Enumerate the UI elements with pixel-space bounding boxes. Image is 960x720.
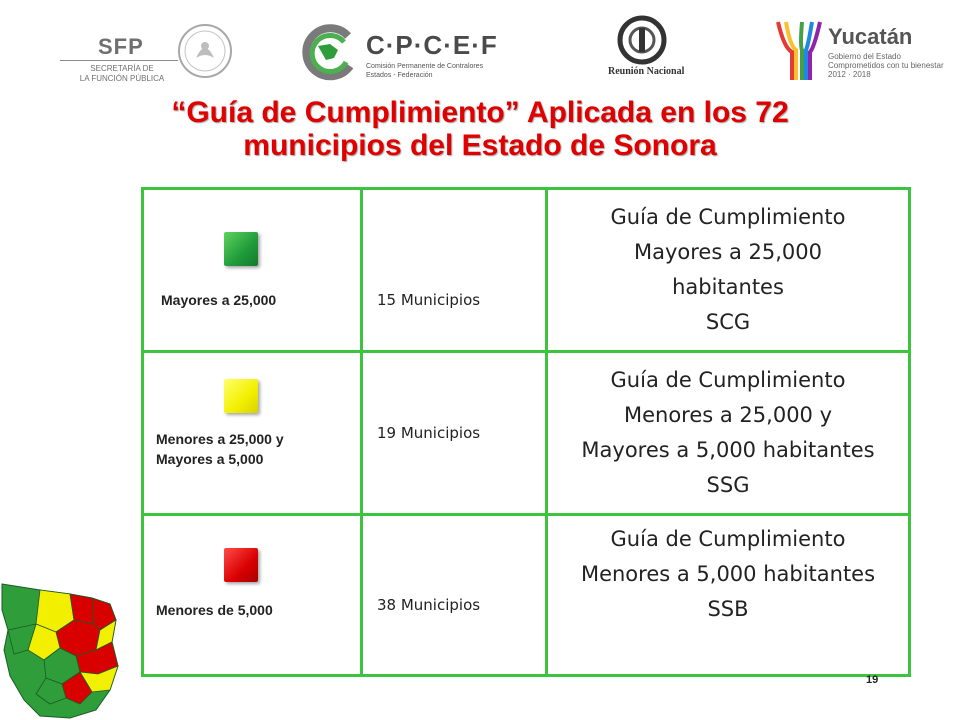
sfp-logo-text: SFP bbox=[98, 34, 144, 59]
slide-title-line2: municipios del Estado de Sonora bbox=[243, 129, 717, 162]
yucatan-subtitle-line3: 2012 · 2018 bbox=[828, 70, 871, 79]
category-label bbox=[161, 290, 276, 310]
category-cell bbox=[143, 515, 362, 676]
guide-description bbox=[547, 189, 910, 352]
sfp-logo-subtitle bbox=[72, 64, 172, 84]
category-cell bbox=[143, 352, 362, 515]
green-swatch-icon bbox=[224, 232, 258, 266]
yucatan-logo-subtitle bbox=[828, 52, 948, 79]
sfp-subtitle-line2: LA FUNCIÓN PÚBLICA bbox=[79, 74, 165, 83]
sonora-map-icon bbox=[0, 580, 122, 720]
guide-line3: Mayores a 5,000 habitantes bbox=[581, 438, 875, 462]
red-swatch-icon bbox=[224, 548, 258, 582]
reunion-logo-text: Reunión Nacional bbox=[608, 66, 685, 77]
municipality-count: 19 Municipios bbox=[362, 352, 547, 515]
compliance-table bbox=[141, 187, 911, 677]
reunion-emblem-icon bbox=[612, 14, 672, 66]
category-label bbox=[156, 600, 273, 620]
cpcef-subtitle-line2: Estados - Federación bbox=[366, 72, 433, 79]
guide-description bbox=[547, 515, 910, 676]
table-row bbox=[143, 352, 910, 515]
municipality-count: 38 Municipios bbox=[362, 515, 547, 676]
table-row bbox=[143, 515, 910, 676]
guide-line2: Mayores a 25,000 bbox=[634, 240, 822, 264]
cpcef-logo-text: C·P·C·E·F bbox=[366, 30, 498, 60]
cpcef-logo bbox=[300, 22, 498, 82]
yucatan-subtitle-line2: Comprometidos con tu bienestar bbox=[828, 61, 944, 70]
yucatan-logo-text: Yucatán bbox=[828, 24, 913, 49]
category-label-line1: Mayores a 25,000 bbox=[161, 292, 277, 308]
category-label-line1: Menores a 25,000 y bbox=[156, 431, 284, 447]
category-label bbox=[156, 429, 284, 469]
category-cell bbox=[143, 189, 362, 352]
guide-line1: Guía de Cumplimiento bbox=[610, 368, 846, 392]
mexico-seal-icon bbox=[176, 22, 234, 80]
guide-line1: Guía de Cumplimiento bbox=[610, 527, 846, 551]
guide-line4: SSG bbox=[706, 473, 750, 497]
slide-title-line1: “Guía de Cumplimiento” Aplicada en los 72 bbox=[171, 96, 789, 129]
guide-description bbox=[547, 352, 910, 515]
cpcef-subtitle-line1: Comisión Permanente de Contralores bbox=[366, 63, 484, 70]
category-label-line1: Menores de 5,000 bbox=[156, 602, 273, 618]
page-number: 19 bbox=[866, 674, 879, 686]
guide-line4: SCG bbox=[705, 310, 751, 334]
guide-line2: Menores a 5,000 habitantes bbox=[580, 562, 876, 586]
yellow-swatch-icon bbox=[224, 379, 258, 413]
sfp-subtitle-line1: SECRETARÍA DE bbox=[90, 64, 154, 73]
guide-line2: Menores a 25,000 y bbox=[623, 403, 833, 427]
yucatan-logo bbox=[772, 18, 952, 84]
sfp-logo-divider bbox=[60, 60, 178, 61]
sfp-logo bbox=[60, 28, 180, 88]
cpcef-logo-subtitle bbox=[366, 62, 486, 80]
yucatan-emblem-icon bbox=[772, 18, 826, 82]
cpcef-emblem-icon bbox=[300, 22, 360, 82]
yucatan-subtitle-line1: Gobierno del Estado bbox=[828, 52, 901, 61]
guide-line1: Guía de Cumplimiento bbox=[610, 205, 846, 229]
municipality-count: 15 Municipios bbox=[362, 189, 547, 352]
guide-line3: habitantes bbox=[672, 275, 784, 299]
category-label-line2: Mayores a 5,000 bbox=[156, 451, 264, 467]
table-row bbox=[143, 189, 910, 352]
reunion-nacional-logo bbox=[588, 14, 698, 84]
slide-title bbox=[60, 96, 900, 162]
guide-line3: SSB bbox=[707, 597, 749, 621]
